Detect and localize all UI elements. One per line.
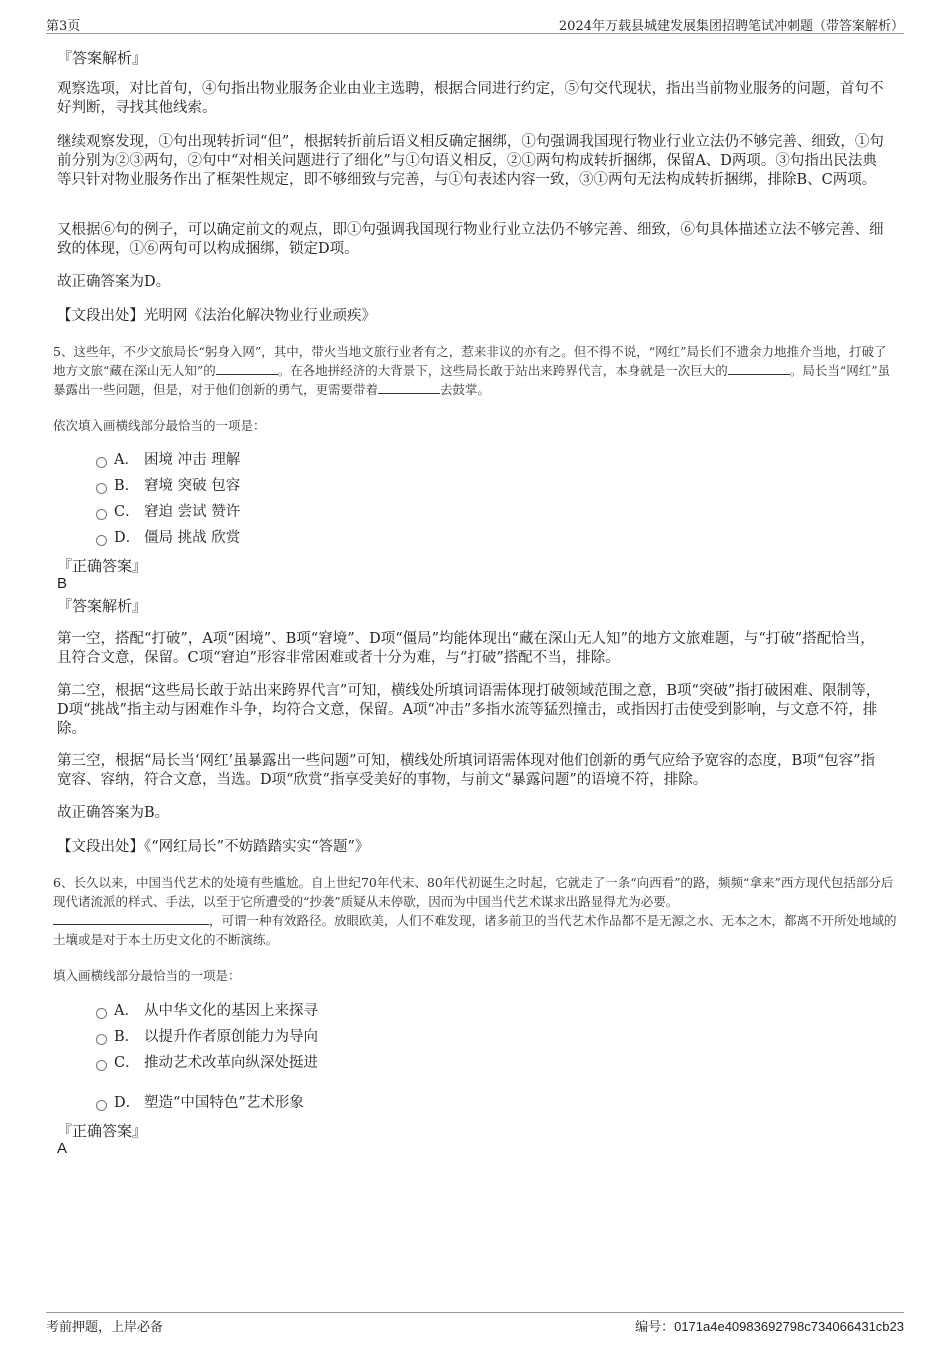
q4-analysis-para2: 继续观察发现，①句出现转折词“但”，根据转折前后语义相反确定捆绑，①句强调我国现行物业行业立法仍不够完善、细致，①句前分别为②③两句，②句中“对相关问题进行了细化”与①句语义相反，②①两句构成转折捆绑，保留A、D两项。③句指出民法典等只针对物业服务作出了框架性规定，即不够细致与完善，与①句表述内容一致，③①两句无法构成转折捆绑，排除B、C两项。: [57, 134, 884, 188]
q4-analysis-tag: 『答案解析』: [57, 49, 148, 67]
radio-icon[interactable]: [96, 457, 107, 468]
q4-analysis-para3: 又根据⑥句的例子，可以确定前文的观点，即①句强调我国现行物业行业立法仍不够完善、细致，⑥句具体描述立法不够完善、细致的体现，①⑥两句可以构成捆绑，锁定D项。: [57, 222, 884, 257]
radio-icon[interactable]: [96, 1060, 107, 1071]
q5-option-c[interactable]: C． 窘迫 尝试 赞许: [96, 502, 240, 522]
q5-blank-1: [216, 363, 278, 375]
document-title: 2024年万载县城建发展集团招聘笔试冲刺题（带答案解析）: [558, 19, 904, 34]
page-header: [46, 14, 904, 34]
q6-answer-tag: 『正确答案』: [57, 1122, 148, 1140]
q4-conclusion: 故正确答案为D。: [57, 274, 171, 290]
q5-stem: 5、这些年，不少文旅局长“躬身入网”，其中，带火当地文旅行业者有之，惹来非议的亦有之。但不得不说，“网红”局长们不遗余力地推介当地，打破了地方文旅“藏在深山无人知”的 。在各地拼经济的大背景下，这些局长敢于站出来跨界代言，本身就是一次巨大的 。局长当“网红”虽暴露出一些问题，但是，对于他们创新的勇气，更需要带着 去鼓掌。: [53, 344, 891, 397]
page-footer: [46, 1312, 904, 1334]
q5-analysis-para1: 第一空，搭配“打破”，A项“困境”、B项“窘境”、D项“僵局”均能体现出“藏在深山无人知”的地方文旅难题，与“打破”搭配恰当，且符合文意，保留。C项“窘迫”形容非常困难或者十分为难，与“打破”搭配不当，排除。: [57, 631, 875, 666]
q5-option-b[interactable]: B． 窘境 突破 包容: [96, 476, 240, 496]
q5-source: 【文段出处】《“网红局长”不妨踏踏实实“答题”》: [57, 839, 370, 855]
radio-icon[interactable]: [96, 535, 107, 546]
radio-icon[interactable]: [96, 509, 107, 520]
q4-source: 【文段出处】光明网《法治化解决物业行业顽疾》: [57, 308, 376, 324]
q6-option-b[interactable]: B． 以提升作者原创能力为导向: [96, 1027, 318, 1047]
q5-blank-2: [728, 363, 790, 375]
q6-option-d[interactable]: D． 塑造“中国特色”艺术形象: [96, 1093, 304, 1113]
q5-conclusion: 故正确答案为B。: [57, 805, 170, 821]
q5-prompt: 依次填入画横线部分最恰当的一项是：: [53, 418, 266, 433]
q5-analysis-tag: 『答案解析』: [57, 597, 148, 615]
radio-icon[interactable]: [96, 1100, 107, 1111]
footer-slogan: 考前押题，上岸必备: [46, 1320, 164, 1335]
q6-option-c[interactable]: C． 推动艺术改革向纵深处挺进: [96, 1053, 318, 1073]
radio-icon[interactable]: [96, 483, 107, 494]
q4-analysis-para1: 观察选项，对比首句，④句指出物业服务企业由业主选聘，根据合同进行约定，⑤句交代现状，指出当前物业服务的问题，首句不好判断，寻找其他线索。: [57, 81, 884, 116]
q5-analysis-para2: 第二空，根据“这些局长敢于站出来跨界代言”可知，横线处所填词语需体现打破领域范围之意，B项“突破”指打破困难、限制等，D项“挑战”指主动与困难作斗争，均符合文意，保留。A项“冲击”多指水流等猛烈撞击，或指因打击使受到影响，与文意不符，排除。: [57, 683, 881, 737]
footer-code: 编号：0171a4e40983692798c734066431cb23: [635, 1319, 904, 1335]
q5-option-a[interactable]: A． 困境 冲击 理解: [96, 450, 240, 470]
radio-icon[interactable]: [96, 1008, 107, 1019]
q6-answer: A: [57, 1140, 68, 1157]
q6-prompt: 填入画横线部分最恰当的一项是：: [53, 968, 241, 983]
q6-option-a[interactable]: A． 从中华文化的基因上来探寻: [96, 1001, 318, 1021]
radio-icon[interactable]: [96, 1034, 107, 1045]
page-number: 第3页: [46, 19, 81, 34]
q6-stem: 6、长久以来，中国当代艺术的处境有些尴尬。自上世纪70年代末、80年代初诞生之时起，它就走了一条“向西看”的路，频频“拿来”西方现代包括部分后现代诸流派的样式、手法，以至于它所遭受的“抄袭”质疑从未停歇，因而为中国当代艺术谋求出路显得尤为必要。 ，可谓一种有效路径。放眼欧美，人们不难发现，诸多前卫的当代艺术作品都不是无源之水、无本之木，都离不开所处地域的土壤或是对于本土历史文化的不断演练。: [53, 875, 897, 947]
q5-option-d[interactable]: D． 僵局 挑战 欣赏: [96, 528, 240, 548]
q5-blank-3: [378, 382, 440, 394]
q6-blank: [53, 913, 209, 925]
q5-answer-tag: 『正确答案』: [57, 557, 148, 575]
q5-analysis-para3: 第三空，根据“局长当‘网红’虽暴露出一些问题”可知，横线处所填词语需体现对他们创新的勇气应给予宽容的态度，B项“包容”指宽容、容纳，符合文意，当选。D项“欣赏”指享受美好的事物，与前文“暴露问题”的语境不符，排除。: [57, 753, 876, 788]
q5-answer: B: [57, 575, 68, 592]
